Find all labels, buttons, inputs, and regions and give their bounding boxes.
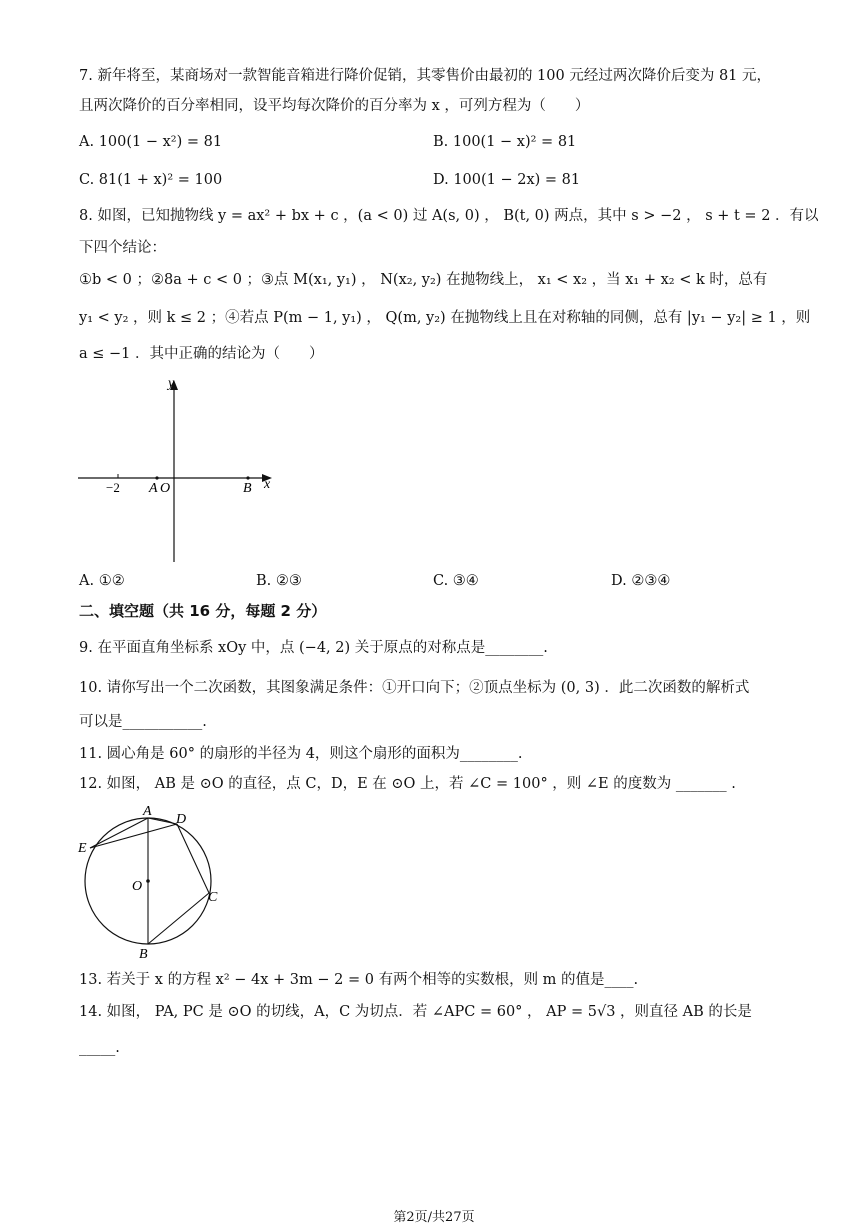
label-c: C (208, 890, 218, 905)
q8-option-a: A. ①② (79, 573, 125, 589)
chord-dc (177, 824, 209, 893)
label-a: A (143, 804, 152, 819)
q10-line2: 可以是___________. (79, 714, 207, 730)
label-d: D (176, 812, 187, 827)
label-b: B (139, 947, 148, 962)
label-a: A (149, 481, 158, 496)
q7-option-b: B. 100(1 − x)² = 81 (433, 134, 577, 150)
q8-stem-line2: 下四个结论： (79, 240, 166, 256)
q8-option-d: D. ②③④ (611, 573, 671, 589)
q13-text: 13. 若关于 x 的方程 x² − 4x + 3m − 2 = 0 有两个相等的实数根，则 m 的值是____. (79, 972, 639, 988)
q8-stem-line5: a ≤ −1 ．其中正确的结论为（ ） (79, 346, 324, 362)
q7-stem-line2: 且两次降价的百分率相同，设平均每次降价的百分率为 x ，可列方程为（ ） (79, 98, 590, 114)
q8-stem-line1: 8. 如图，已知抛物线 y = ax² + bx + c ，(a < 0) 过 A(s, 0) ， B(t, 0) 两点，其中 s > −2 ， s + t = 2 ．有以 (79, 208, 819, 224)
chord-ea (90, 818, 148, 848)
tick-label-minus-2: −2 (106, 480, 120, 495)
q11-text: 11. 圆心角是 60° 的扇形的半径为 4，则这个扇形的面积为________. (79, 746, 523, 762)
q7-option-d: D. 100(1 − 2x) = 81 (433, 172, 581, 188)
q14-line1: 14. 如图， PA, PC 是 ⊙O 的切线，A，C 为切点．若 ∠APC = 60° ， AP = 5√3 ，则直径 AB 的长是 (79, 1004, 752, 1020)
y-axis-label: y (168, 376, 175, 391)
q12-text: 12. 如图， AB 是 ⊙O 的直径，点 C，D，E 在 ⊙O 上，若 ∠C = 100° ，则 ∠E 的度数为 _______ . (79, 776, 736, 792)
point-b (246, 476, 249, 479)
q7-stem-line1: 7. 新年将至，某商场对一款智能音箱进行降价促销，其零售价由最初的 100 元经过两次降价后变为 81 元， (79, 68, 772, 84)
q8-stem-line3: ①b < 0 ；②8a + c < 0 ；③点 M(x₁, y₁) ， N(x₂, y₂) 在抛物线上， x₁ < x₂ ，当 x₁ + x₂ < k 时，总有 (79, 272, 768, 288)
q8-option-c: C. ③④ (433, 573, 479, 589)
label-o: O (160, 481, 171, 496)
point-a (155, 476, 158, 479)
page-number-footer: 第2页/共27页 (393, 1210, 475, 1225)
q7-option-c: C. 81(1 + x)² = 100 (79, 172, 223, 188)
q8-coordinate-figure (70, 370, 290, 570)
chord-ad (148, 818, 177, 824)
label-o: O (132, 879, 143, 894)
q10-line1: 10. 请你写出一个二次函数，其图象满足条件：①开口向下；②顶点坐标为 (0, 3) ．此二次函数的解析式 (79, 680, 750, 696)
q14-line2: _____. (79, 1040, 120, 1056)
chord-ed (90, 824, 177, 848)
q8-stem-line4: y₁ < y₂ ，则 k ≤ 2 ；④若点 P(m − 1, y₁) ， Q(m, y₂) 在抛物线上且在对称轴的同侧，总有 |y₁ − y₂| ≥ 1 ，则 (79, 310, 811, 326)
section-fill-in-title: 二、填空题（共 16 分，每题 2 分） (79, 602, 327, 620)
label-e: E (78, 841, 87, 856)
q8-option-b: B. ②③ (256, 573, 302, 589)
label-b: B (243, 481, 252, 496)
q7-option-a: A. 100(1 − x²) = 81 (79, 134, 223, 150)
x-axis-label: x (264, 477, 271, 492)
q12-circle-figure (76, 798, 226, 964)
center-o-point (146, 879, 150, 883)
q9-text: 9. 在平面直角坐标系 xOy 中，点 (−4, 2) 关于原点的对称点是________. (79, 640, 548, 656)
